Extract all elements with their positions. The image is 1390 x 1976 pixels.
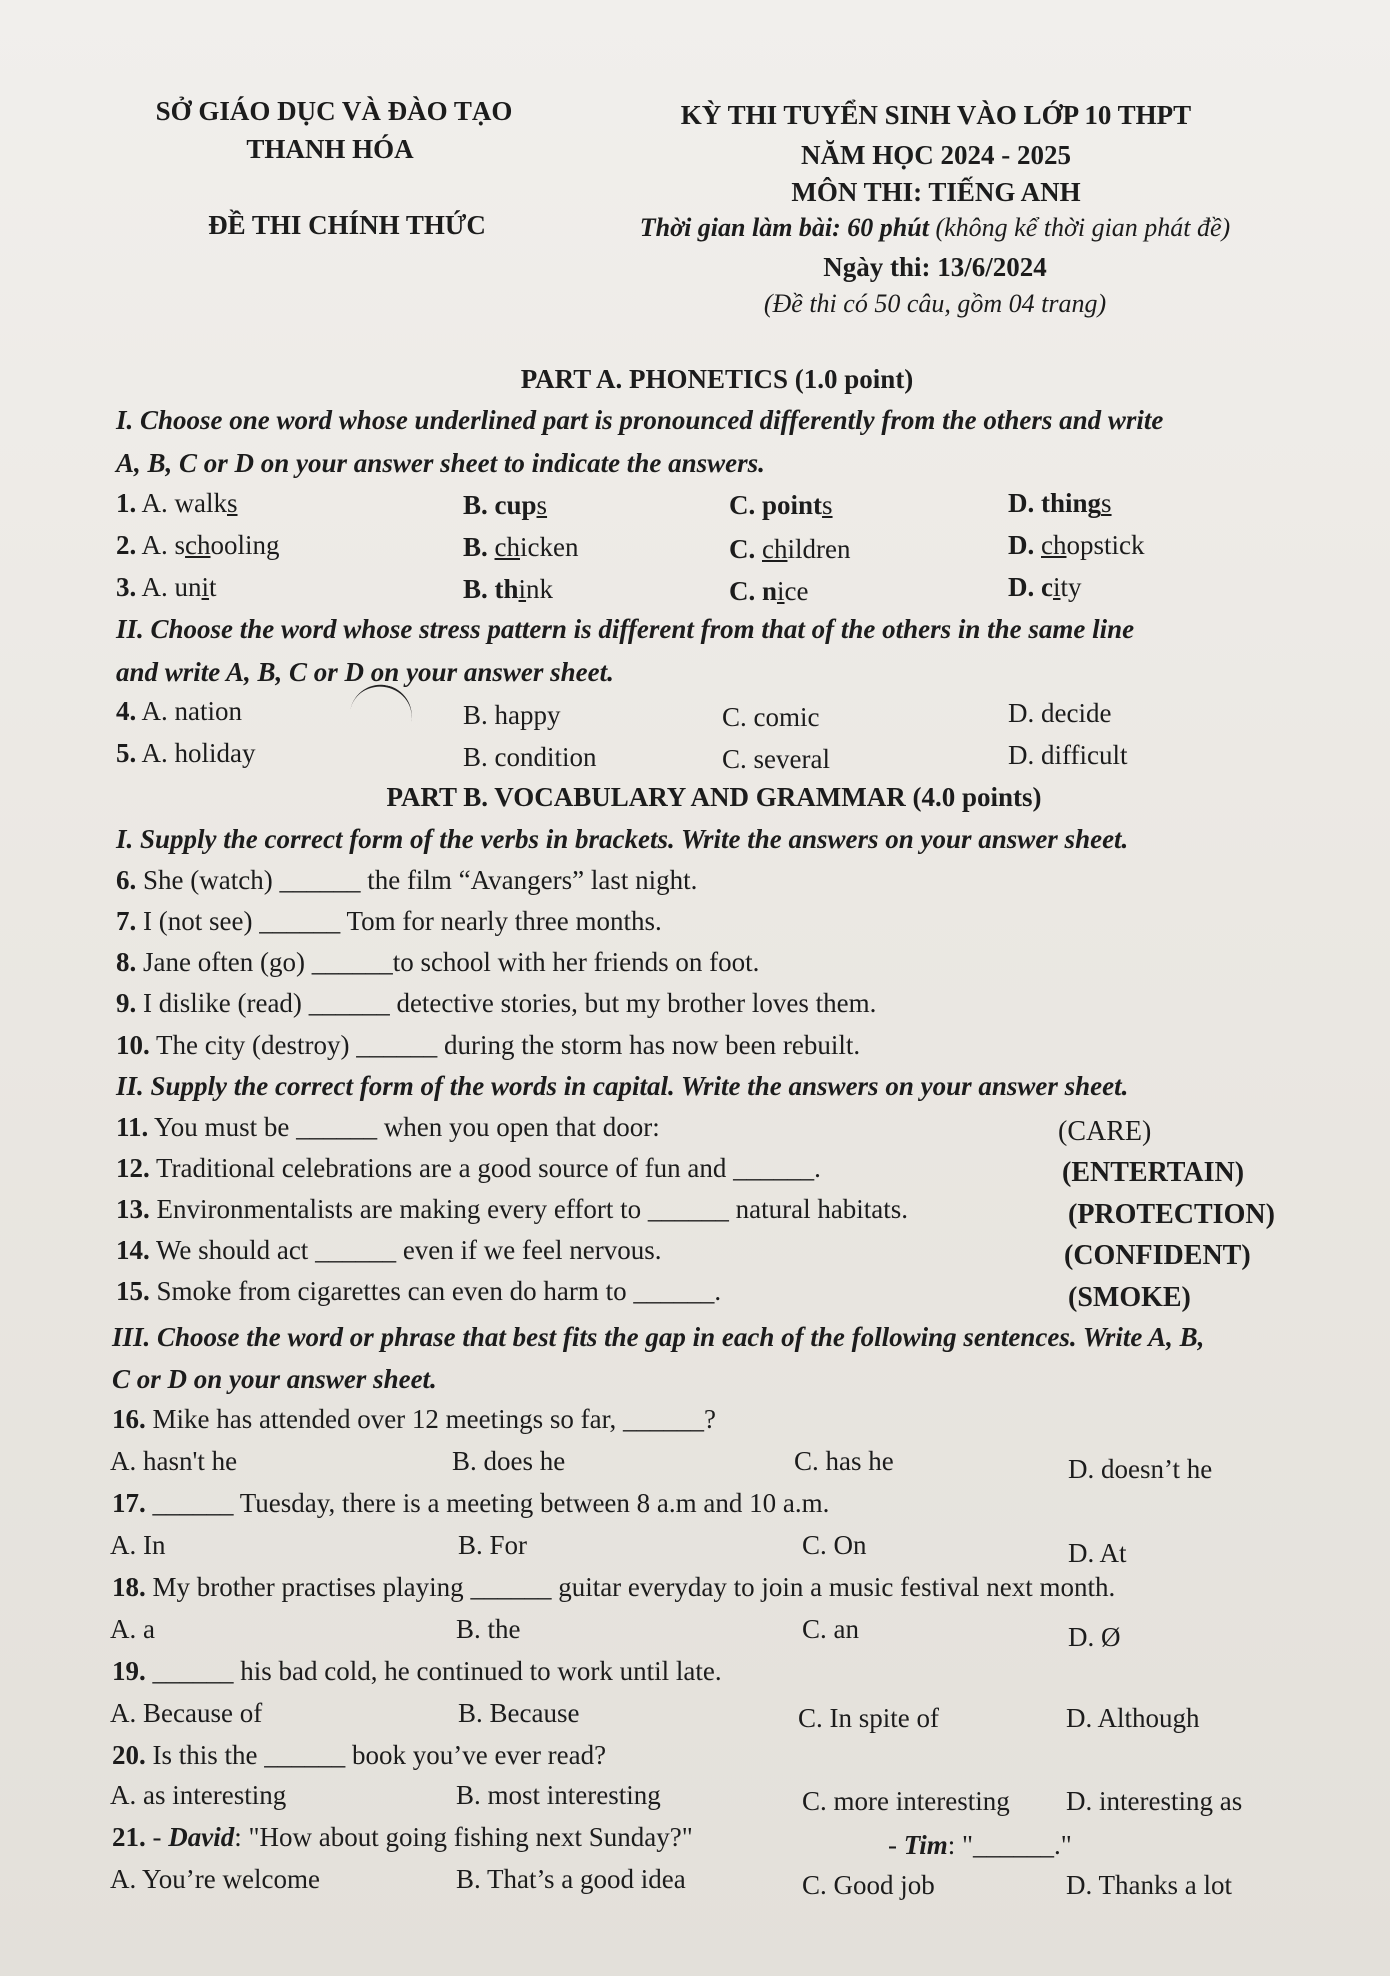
q5-option-c: C. several bbox=[722, 744, 830, 774]
q2-option-c: C. children bbox=[729, 534, 851, 564]
q13-keyword: (PROTECTION) bbox=[1068, 1199, 1275, 1230]
q20-option-b: B. most interesting bbox=[456, 1780, 661, 1810]
q19-option-b: B. Because bbox=[458, 1698, 580, 1728]
time-allowed: Thời gian làm bài: 60 phút bbox=[639, 213, 929, 242]
q1-option-c: C. points bbox=[729, 490, 833, 520]
q3-option-d: D. city bbox=[1008, 572, 1082, 602]
part-b-instruction-1: I. Supply the correct form of the verbs in brackets. Write the answers on your answer sheet. bbox=[116, 824, 1129, 854]
question-10: 10. The city (destroy) ______ during the storm has now been rebuilt. bbox=[116, 1030, 860, 1061]
part-b-instruction-3: III. Choose the word or phrase that best fits the gap in each of the following sentences. Write A, B, bbox=[112, 1322, 1205, 1352]
question-9: 9. I dislike (read) ______ detective stories, but my brother loves them. bbox=[116, 988, 876, 1019]
q16-option-c: C. has he bbox=[794, 1446, 894, 1476]
q1-option-d: D. things bbox=[1008, 488, 1112, 518]
question-3: 3. A. unit bbox=[116, 572, 217, 602]
part-a-instruction-1: I. Choose one word whose underlined part is pronounced differently from the others and write bbox=[116, 405, 1164, 435]
q18-option-c: C. an bbox=[802, 1614, 859, 1644]
question-15: 15. Smoke from cigarettes can even do harm to ______ . bbox=[116, 1276, 721, 1307]
q17-option-c: C. On bbox=[802, 1530, 867, 1560]
q21-option-c: C. Good job bbox=[802, 1870, 935, 1900]
question-1: 1. A. walks bbox=[116, 488, 238, 518]
q21-option-d: D. Thanks a lot bbox=[1066, 1870, 1232, 1900]
question-6: 6. She (watch) ______ the film “Avangers” last night. bbox=[116, 865, 697, 896]
q18-option-b: B. the bbox=[456, 1614, 521, 1644]
q16-option-a: A. hasn't he bbox=[110, 1446, 238, 1476]
q11-keyword: (CARE) bbox=[1058, 1116, 1152, 1147]
question-11: 11. You must be ______ when you open that door: bbox=[116, 1112, 660, 1143]
q21-reply: - Tim: " ______ ." bbox=[888, 1830, 1072, 1861]
part-a-instruction-1b: A, B, C or D on your answer sheet to indicate the answers. bbox=[116, 448, 765, 478]
part-b-instruction-3b: C or D on your answer sheet. bbox=[112, 1364, 437, 1394]
question-12: 12. Traditional celebrations are a good source of fun and ______ . bbox=[116, 1153, 821, 1184]
q3-option-c: C. nice bbox=[729, 576, 809, 606]
q19-option-c: C. In spite of bbox=[798, 1703, 939, 1733]
q18-option-d: D. Ø bbox=[1068, 1622, 1121, 1652]
q20-option-c: C. more interesting bbox=[802, 1786, 1010, 1816]
subject: MÔN THI: TIẾNG ANH bbox=[791, 177, 1081, 207]
q3-option-b: B. think bbox=[463, 574, 554, 604]
question-2: 2. A. schooling bbox=[116, 530, 280, 560]
q19-option-d: D. Although bbox=[1066, 1703, 1200, 1733]
part-a-instruction-2: II. Choose the word whose stress pattern is different from that of the others in the same line bbox=[116, 614, 1135, 644]
q20-option-a: A. as interesting bbox=[110, 1780, 287, 1810]
time-note: (không kể thời gian phát đề) bbox=[935, 213, 1231, 242]
q16-option-d: D. doesn’t he bbox=[1068, 1454, 1213, 1484]
official-exam-label: ĐỀ THI CHÍNH THỨC bbox=[208, 210, 486, 240]
q4-option-b: B. happy bbox=[463, 700, 561, 730]
part-a-instruction-2b: and write A, B, C or D on your answer sheet. bbox=[116, 657, 614, 687]
q2-option-b: B. chicken bbox=[463, 532, 579, 562]
q4-option-c: C. comic bbox=[722, 702, 820, 732]
q16-option-b: B. does he bbox=[452, 1446, 566, 1476]
q14-keyword: (CONFIDENT) bbox=[1064, 1240, 1251, 1271]
q5-option-d: D. difficult bbox=[1008, 740, 1128, 770]
question-18: 18. My brother practises playing ______ guitar everyday to join a music festival next month. bbox=[112, 1572, 1115, 1603]
q17-option-b: B. For bbox=[458, 1530, 528, 1560]
q15-keyword: (SMOKE) bbox=[1068, 1282, 1191, 1313]
q4-option-d: D. decide bbox=[1008, 698, 1112, 728]
time-line bbox=[640, 213, 1230, 243]
question-5: 5. A. holiday bbox=[116, 738, 256, 768]
q20-option-d: D. interesting as bbox=[1066, 1786, 1243, 1816]
q17-option-d: D. At bbox=[1068, 1538, 1127, 1568]
exam-title: KỲ THI TUYỂN SINH VÀO LỚP 10 THPT bbox=[680, 100, 1192, 130]
exam-page-note: (Đề thi có 50 câu, gồm 04 trang) bbox=[763, 289, 1107, 318]
question-19: 19. ______ his bad cold, he continued to work until late. bbox=[112, 1656, 722, 1687]
school-year: NĂM HỌC 2024 - 2025 bbox=[801, 140, 1071, 170]
exam-date: Ngày thi: 13/6/2024 bbox=[823, 252, 1047, 282]
q19-option-a: A. Because of bbox=[110, 1698, 263, 1728]
q12-keyword: (ENTERTAIN) bbox=[1062, 1157, 1245, 1188]
q21-option-a: A. You’re welcome bbox=[110, 1864, 320, 1894]
part-b-instruction-2: II. Supply the correct form of the words in capital. Write the answers on your answer sheet. bbox=[116, 1071, 1129, 1101]
question-4: 4. A. nation bbox=[116, 696, 243, 726]
q21-option-b: B. That’s a good idea bbox=[456, 1864, 686, 1894]
part-a-title: PART A. PHONETICS (1.0 point) bbox=[520, 364, 914, 394]
q1-option-b: B. cups bbox=[463, 490, 548, 520]
question-16: 16. Mike has attended over 12 meetings so far, ______ ? bbox=[112, 1404, 716, 1435]
question-8: 8. Jane often (go) ______ to school with her friends on foot. bbox=[116, 947, 759, 978]
province-name: THANH HÓA bbox=[246, 134, 414, 164]
q2-option-d: D. chopstick bbox=[1008, 530, 1145, 560]
q18-option-a: A. a bbox=[110, 1614, 155, 1644]
question-13: 13. Environmentalists are making every effort to ______ natural habitats. bbox=[116, 1194, 908, 1225]
question-17: 17. ______ Tuesday, there is a meeting between 8 a.m and 10 a.m. bbox=[112, 1488, 829, 1519]
question-14: 14. We should act ______ even if we feel nervous. bbox=[116, 1235, 661, 1266]
q5-option-b: B. condition bbox=[463, 742, 597, 772]
question-20: 20. Is this the ______ book you’ve ever read? bbox=[112, 1740, 606, 1771]
question-21: 21. - David: "How about going fishing next Sunday?" bbox=[112, 1822, 693, 1852]
dept-name: SỞ GIÁO DỤC VÀ ĐÀO TẠO bbox=[155, 96, 513, 126]
part-b-title: PART B. VOCABULARY AND GRAMMAR (4.0 points) bbox=[386, 782, 1042, 812]
question-7: 7. I (not see) ______ Tom for nearly three months. bbox=[116, 906, 662, 937]
q17-option-a: A. In bbox=[110, 1530, 166, 1560]
